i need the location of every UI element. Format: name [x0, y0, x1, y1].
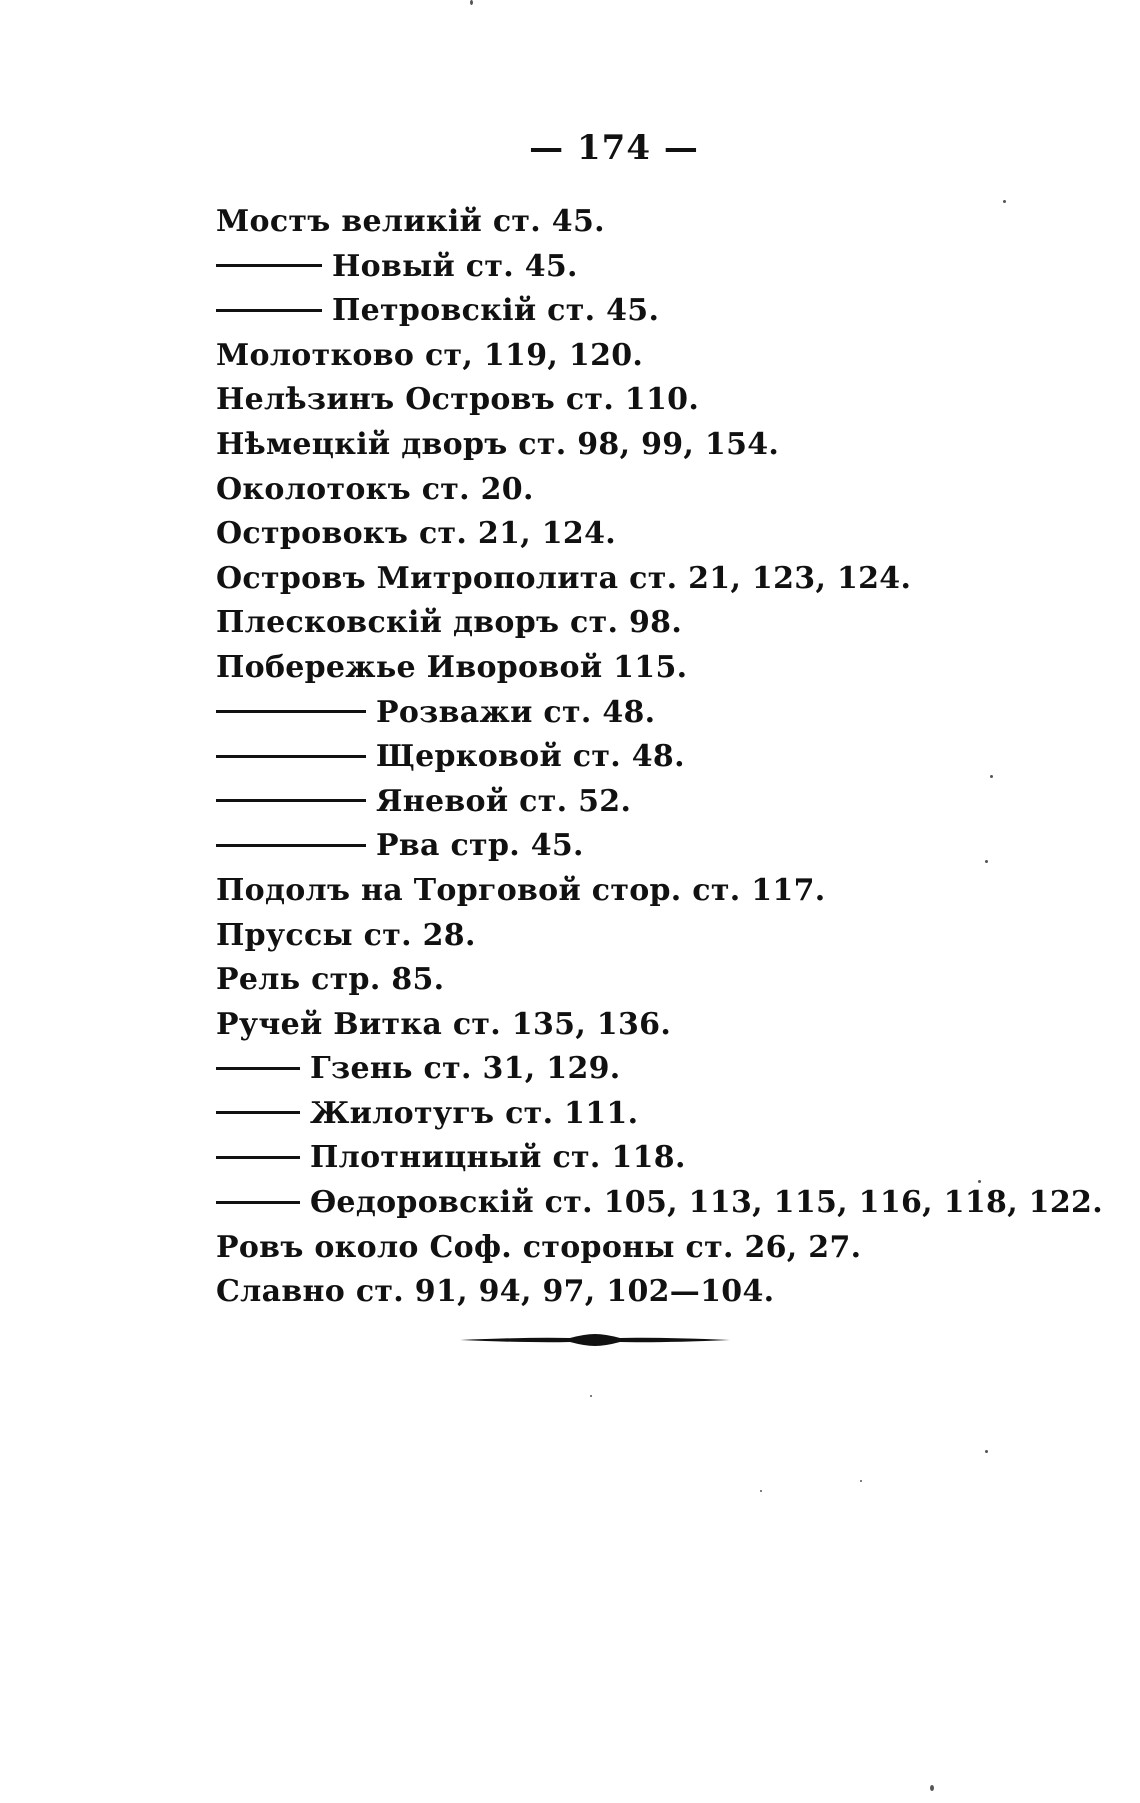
index-entry-text: Щерковой ст. 48. [376, 739, 685, 775]
index-entry-text: Новый ст. 45. [332, 248, 578, 284]
index-entry [216, 735, 1116, 780]
index-entry [216, 1181, 1116, 1226]
ditto-dash [216, 755, 366, 758]
ditto-dash [216, 799, 366, 802]
index-entry [216, 1047, 1116, 1092]
ditto-dash [216, 1156, 300, 1159]
speck [985, 1450, 988, 1453]
index-entry-text: Пруссы ст. 28. [216, 917, 476, 953]
index-entry-text: Рва стр. 45. [376, 828, 584, 864]
index-entry [216, 1226, 1116, 1271]
ditto-dash [216, 264, 322, 267]
ditto-dash [216, 1067, 300, 1070]
ditto-dash [216, 309, 322, 312]
ditto-dash [216, 1201, 300, 1204]
index-entry [216, 914, 1116, 959]
index-entry-text: Ѳедоровскій ст. 105, 113, 115, 116, 118, 122. [310, 1185, 1103, 1221]
index-entry [216, 245, 1116, 290]
index-entry-text: Розважи ст. 48. [376, 694, 656, 730]
index-entry [216, 601, 1116, 646]
speck [985, 860, 988, 863]
index-entry [216, 869, 1116, 914]
index-entry [216, 780, 1116, 825]
index-entry-text: Ровъ около Соф. стороны ст. 26, 27. [216, 1229, 862, 1265]
speck [860, 1480, 862, 1482]
index-entry [216, 423, 1116, 468]
index-entry [216, 512, 1116, 557]
index-entry-text: Нелѣзинъ Островъ ст. 110. [216, 382, 700, 418]
index-entry-text: Жилотугъ ст. 111. [310, 1095, 639, 1131]
index-entry-text: Околотокъ ст. 20. [216, 471, 534, 507]
index-entry-text: Плесковскій дворъ ст. 98. [216, 605, 683, 641]
speck [930, 1785, 934, 1791]
index-entry-text: Плотницный ст. 118. [310, 1140, 686, 1176]
index-entries-list [216, 200, 1116, 1315]
ditto-dash [216, 844, 366, 847]
index-entry-text: Петровскій ст. 45. [332, 293, 660, 329]
speck [590, 1395, 592, 1397]
speck [1003, 200, 1006, 203]
speck [978, 1180, 981, 1183]
index-entry-text: Нѣмецкій дворъ ст. 98, 99, 154. [216, 426, 780, 462]
index-entry [216, 824, 1116, 869]
index-entry [216, 1136, 1116, 1181]
index-entry-text: Побережье Иворовой 115. [216, 649, 688, 685]
ditto-dash [216, 710, 366, 713]
index-entry [216, 1003, 1116, 1048]
index-entry [216, 289, 1116, 334]
index-entry [216, 468, 1116, 513]
index-entry-text: Рель стр. 85. [216, 962, 445, 998]
page-number: — 174 — [529, 128, 699, 168]
index-entry [216, 646, 1116, 691]
index-entry-text: Гзень ст. 31, 129. [310, 1051, 621, 1087]
index-entry [216, 691, 1116, 736]
end-ornament [460, 1332, 730, 1348]
index-entry [216, 1092, 1116, 1137]
index-entry [216, 378, 1116, 423]
index-entry-text: Яневой ст. 52. [376, 783, 632, 819]
index-entry-text: Островъ Митрополита ст. 21, 123, 124. [216, 560, 912, 596]
speck [990, 775, 993, 778]
ditto-dash [216, 1111, 300, 1114]
index-entry [216, 958, 1116, 1003]
index-entry [216, 200, 1116, 245]
index-entry-text: Мостъ великій ст. 45. [216, 204, 605, 239]
speck [760, 1490, 762, 1492]
index-entry-text: Ручей Витка ст. 135, 136. [216, 1006, 672, 1042]
index-entry [216, 1270, 1116, 1315]
index-entry-text: Молотково ст, 119, 120. [216, 337, 644, 373]
index-entry [216, 557, 1116, 602]
index-entry-text: Славно ст. 91, 94, 97, 102—104. [216, 1274, 775, 1310]
speck [470, 0, 473, 5]
index-entry [216, 334, 1116, 379]
index-entry-text: Островокъ ст. 21, 124. [216, 516, 616, 552]
index-entry-text: Подолъ на Торговой стор. ст. 117. [216, 872, 826, 908]
